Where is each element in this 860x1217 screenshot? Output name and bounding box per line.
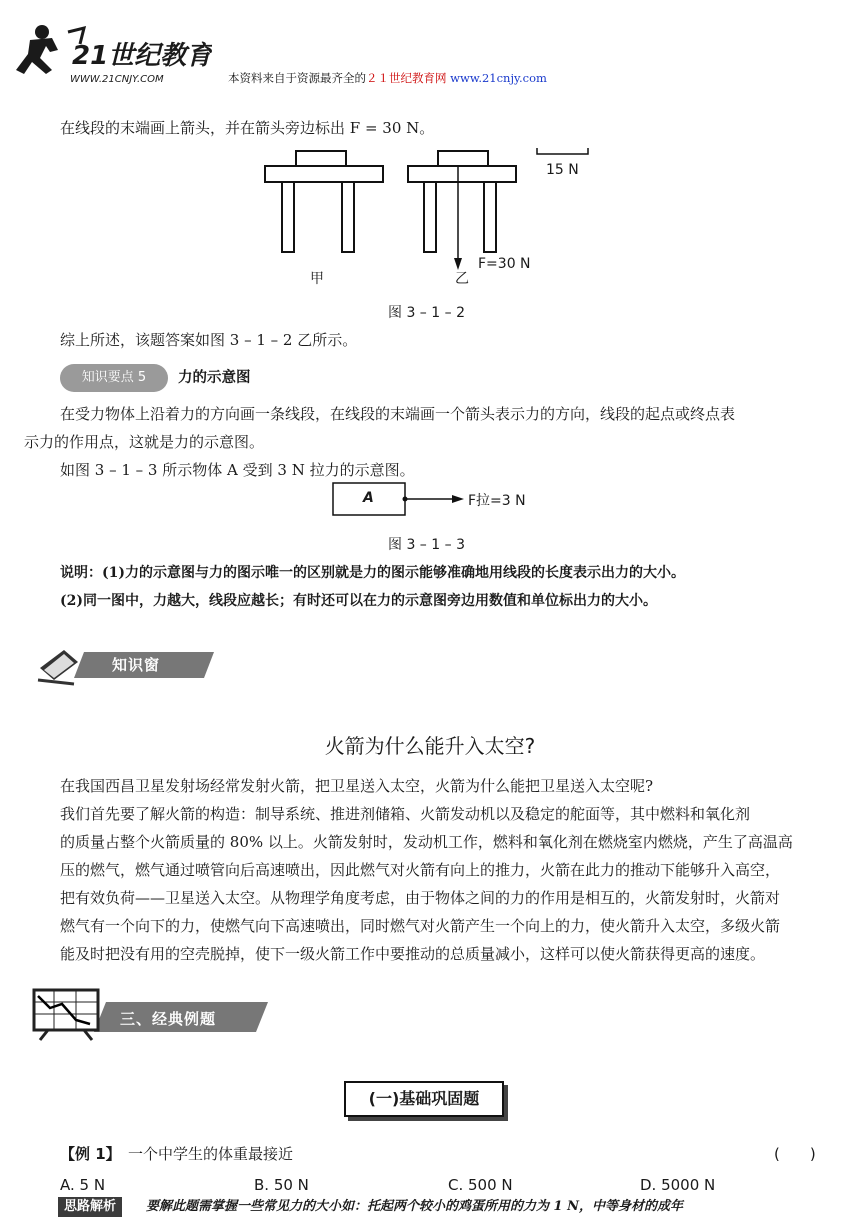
label-yi: 乙 bbox=[455, 271, 469, 287]
chart-board-icon bbox=[34, 990, 98, 1040]
examples-banner-label: 三、经典例题 bbox=[120, 1010, 217, 1028]
book-icon bbox=[38, 650, 78, 684]
header-site-name[interactable]: ２１世纪教育网 bbox=[366, 71, 447, 85]
article-line-2: 我们首先要了解火箭的构造：制导系统、推进剂储箱、火箭发动机以及稳定的舵面等，其中燃料和氧化剂 bbox=[60, 805, 751, 823]
analysis-text: 要解此题需掌握一些常见力的大小如：托起两个较小的鸡蛋所用的力为 1 N，中等身材的成年 bbox=[146, 1199, 683, 1214]
analysis-label: 思路解析 bbox=[58, 1197, 122, 1217]
knowledge-point-badge: 知识要点 5 bbox=[60, 364, 168, 392]
label-jia: 甲 bbox=[310, 271, 324, 287]
knowledge-point-title: 力的示意图 bbox=[178, 370, 251, 386]
force-label-pull: F拉=3 N bbox=[468, 493, 526, 509]
note-line1: 说明：(1)力的示意图与力的图示唯一的区别就是力的图示能够准确地用线段的长度表示出力的大小。 bbox=[60, 565, 685, 581]
site-logo bbox=[12, 18, 212, 88]
kp-para2: 如图 3 – 1 – 3 所示物体 A 受到 3 N 拉力的示意图。 bbox=[60, 461, 415, 479]
article-title: 火箭为什么能升入太空? bbox=[324, 734, 536, 758]
force-label-yi: F=30 N bbox=[478, 256, 531, 272]
example1-option-a: A. 5 N bbox=[60, 1176, 106, 1194]
figure-3-1-2-caption: 图 3 – 1 – 2 bbox=[388, 305, 465, 321]
example1-option-b: B. 50 N bbox=[254, 1176, 309, 1194]
example1-tag: 【例 1】 bbox=[60, 1145, 121, 1163]
article-line-6: 燃气有一个向下的力，使燃气向下高速喷出，同时燃气对火箭产生一个向上的力，使火箭升入太空，多级火箭 bbox=[60, 917, 781, 935]
kp-para1-line1: 在受力物体上沿着力的方向画一条线段，在线段的末端画一个箭头表示力的方向，线段的起点或终点表 bbox=[60, 405, 736, 423]
logo-url-text: WWW.21CNJY.COM bbox=[70, 74, 164, 85]
conclusion-line: 综上所述，该题答案如图 3 – 1 – 2 乙所示。 bbox=[60, 331, 358, 349]
article-line-5: 把有效负荷——卫星送入太空。从物理学角度考虑，由于物体之间的力的作用是相互的，火箭发射时，火箭对 bbox=[60, 889, 781, 907]
kp-para1-line2: 示力的作用点，这就是力的示意图。 bbox=[24, 433, 265, 451]
header-site-url[interactable]: www.21cnjy.com bbox=[450, 71, 547, 85]
example1-question: 一个中学生的体重最接近 bbox=[128, 1145, 294, 1163]
header-source-line bbox=[228, 70, 547, 86]
scale-label: 15 N bbox=[546, 162, 579, 178]
article-line-7: 能及时把没有用的空壳脱掉，使下一级火箭工作中要推动的总质量减小，这样可以使火箭获得更高的速度。 bbox=[60, 945, 766, 963]
article-line-4: 压的燃气，燃气通过喷管向后高速喷出，因此燃气对火箭有向上的推力，火箭在此力的推动下能够升入高空， bbox=[60, 861, 781, 879]
knowledge-window-label: 知识窗 bbox=[112, 656, 161, 674]
article-line-1: 在我国西昌卫星发射场经常发射火箭，把卫星送入太空，火箭为什么能把卫星送入太空呢? bbox=[60, 777, 654, 795]
example1-answer-paren: ( ) bbox=[774, 1145, 816, 1163]
figure-3-1-3-caption: 图 3 – 1 – 3 bbox=[388, 537, 465, 553]
article-line-3: 的质量占整个火箭质量的 80% 以上。火箭发射时，发动机工作，燃料和氧化剂在燃烧室内燃烧，产生了高温高 bbox=[60, 833, 793, 851]
note-line2: (2)同一图中，力越大，线段应越长；有时还可以在力的示意图旁边用数值和单位标出力的大小。 bbox=[60, 593, 657, 609]
example1-option-c: C. 500 N bbox=[448, 1176, 513, 1194]
intro-line: 在线段的末端画上箭头，并在箭头旁边标出 F = 30 N。 bbox=[60, 119, 435, 137]
subsection-title: (一)基础巩固题 bbox=[344, 1081, 504, 1117]
box-label-a: A bbox=[363, 490, 374, 506]
figure-3-1-3 bbox=[332, 482, 472, 518]
example1-option-d: D. 5000 N bbox=[640, 1176, 716, 1194]
logo-main-text: 21世纪教育 bbox=[72, 41, 212, 71]
header-prefix: 本资料来自于资源最齐全的 bbox=[228, 71, 366, 85]
